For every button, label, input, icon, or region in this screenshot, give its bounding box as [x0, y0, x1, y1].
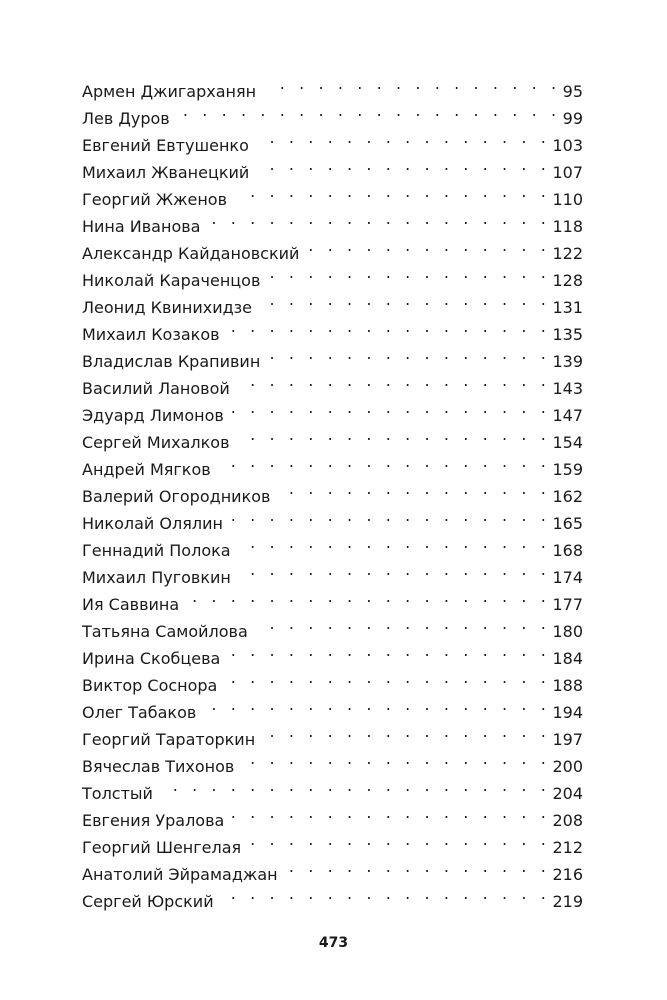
toc-dot-leader	[268, 340, 550, 367]
toc-dot-leader	[232, 394, 551, 421]
toc-dot-leader	[228, 313, 551, 340]
toc-dot-leader	[225, 664, 550, 691]
toc-entry-name: Геннадий Полока	[82, 541, 231, 560]
toc-entry-name: Владислав Крапивин	[82, 352, 261, 371]
toc-entry-name: Георгий Шенгелая	[82, 838, 242, 857]
toc-dot-leader	[307, 232, 550, 259]
toc-dot-leader	[208, 205, 550, 232]
toc-entry-name: Евгений Евтушенко	[82, 136, 249, 155]
toc-entry-name: Евгения Уралова	[82, 811, 225, 830]
toc-entry-page: 110	[552, 190, 583, 209]
toc-entry-page: 216	[552, 865, 583, 884]
toc-entry-name: Ия Саввина	[82, 595, 180, 614]
toc-entry-name: Виктор Соснора	[82, 676, 218, 695]
toc-dot-leader	[219, 448, 551, 475]
toc-entry-page: 162	[552, 487, 583, 506]
toc-dot-leader	[232, 799, 550, 826]
toc-dot-leader	[238, 367, 551, 394]
page-number: 473	[318, 935, 349, 951]
toc-entry-name: Георгий Жженов	[82, 190, 228, 209]
toc-entry-name: Армен Джигарханян	[82, 82, 257, 101]
toc-entry-page: 118	[552, 217, 583, 236]
toc-entry-name: Ирина Скобцева	[82, 649, 221, 668]
toc-entry-page: 174	[552, 568, 583, 587]
toc-entry-page: 131	[552, 298, 583, 317]
toc-entry-page: 99	[562, 109, 583, 128]
toc-entry-name: Леонид Квинихидзе	[82, 298, 252, 317]
toc-dot-leader	[231, 502, 551, 529]
toc-entry-page: 180	[552, 622, 583, 641]
toc-entry-name: Василий Лановой	[82, 379, 230, 398]
toc-entry-page: 177	[552, 595, 583, 614]
toc-entry-page: 154	[552, 433, 583, 452]
toc-entry-name: Михаил Жванецкий	[82, 163, 250, 182]
toc-entry-page: 107	[552, 163, 583, 182]
toc-entry-page: 200	[552, 757, 583, 776]
toc-dot-leader	[235, 178, 550, 205]
toc-entry-name: Николай Олялин	[82, 514, 223, 533]
toc-entry-name: Александр Кайдановский	[82, 244, 300, 263]
toc-dot-leader	[286, 853, 551, 880]
toc-dot-leader	[268, 259, 550, 286]
toc-entry-page: 159	[552, 460, 583, 479]
toc-entry-page: 165	[552, 514, 583, 533]
toc-dot-leader	[260, 286, 550, 313]
toc-dot-leader	[178, 97, 561, 124]
toc-entry-name: Сергей Юрский	[82, 892, 214, 911]
toc-entry-page: 122	[552, 244, 583, 263]
toc-entry-name: Татьяна Самойлова	[82, 622, 248, 641]
toc-dot-leader	[228, 637, 550, 664]
toc-entry-page: 212	[552, 838, 583, 857]
toc-entry-page: 188	[552, 676, 583, 695]
toc-dot-leader	[222, 880, 551, 907]
toc-entry-name: Толстый	[82, 784, 153, 803]
toc-entry-page: 208	[552, 811, 583, 830]
toc-entry-name: Анатолий Эйрамаджан	[82, 865, 278, 884]
toc-entry-page: 204	[552, 784, 583, 803]
toc-dot-leader	[264, 70, 561, 97]
toc-dot-leader	[256, 610, 551, 637]
toc-entry-page: 147	[552, 406, 583, 425]
toc-entry-page: 135	[552, 325, 583, 344]
toc-dot-leader	[257, 124, 551, 151]
toc-dot-leader	[187, 583, 550, 610]
toc-entry-name: Михаил Козаков	[82, 325, 220, 344]
toc-entry-name: Андрей Мягков	[82, 460, 211, 479]
toc-dot-leader	[249, 826, 550, 853]
toc-entry-page: 184	[552, 649, 583, 668]
toc-entry-name: Нина Иванова	[82, 217, 201, 236]
toc-dot-leader	[239, 556, 551, 583]
toc-entry-name: Валерий Огородников	[82, 487, 271, 506]
toc-entry-page: 197	[552, 730, 583, 749]
toc-entry-name: Лев Дуров	[82, 109, 170, 128]
toc-dot-leader	[239, 529, 551, 556]
toc-entry-page: 139	[552, 352, 583, 371]
toc-entry-name: Сергей Михалков	[82, 433, 230, 452]
toc-dot-leader	[263, 718, 550, 745]
toc-entry-name: Эдуард Лимонов	[82, 406, 224, 425]
toc-dot-leader	[278, 475, 550, 502]
toc-entry-page: 219	[552, 892, 583, 911]
toc-entry-page: 128	[552, 271, 583, 290]
toc-entry-name: Вячеслав Тихонов	[82, 757, 235, 776]
toc-entry-page: 95	[562, 82, 583, 101]
toc-dot-leader	[204, 691, 550, 718]
toc-entry	[82, 70, 583, 101]
toc-dot-leader	[238, 421, 551, 448]
toc-entry-name: Олег Табаков	[82, 703, 197, 722]
toc-dot-leader	[257, 151, 550, 178]
toc-entry-page: 143	[552, 379, 583, 398]
toc-entry-name: Николай Караченцов	[82, 271, 261, 290]
toc-entry-page: 103	[552, 136, 583, 155]
toc-entry-page: 168	[552, 541, 583, 560]
toc-entry-name: Михаил Пуговкин	[82, 568, 231, 587]
table-of-contents	[82, 70, 583, 911]
toc-entry-name: Георгий Тараторкин	[82, 730, 256, 749]
toc-dot-leader	[161, 772, 551, 799]
toc-entry-page: 194	[552, 703, 583, 722]
toc-dot-leader	[242, 745, 550, 772]
